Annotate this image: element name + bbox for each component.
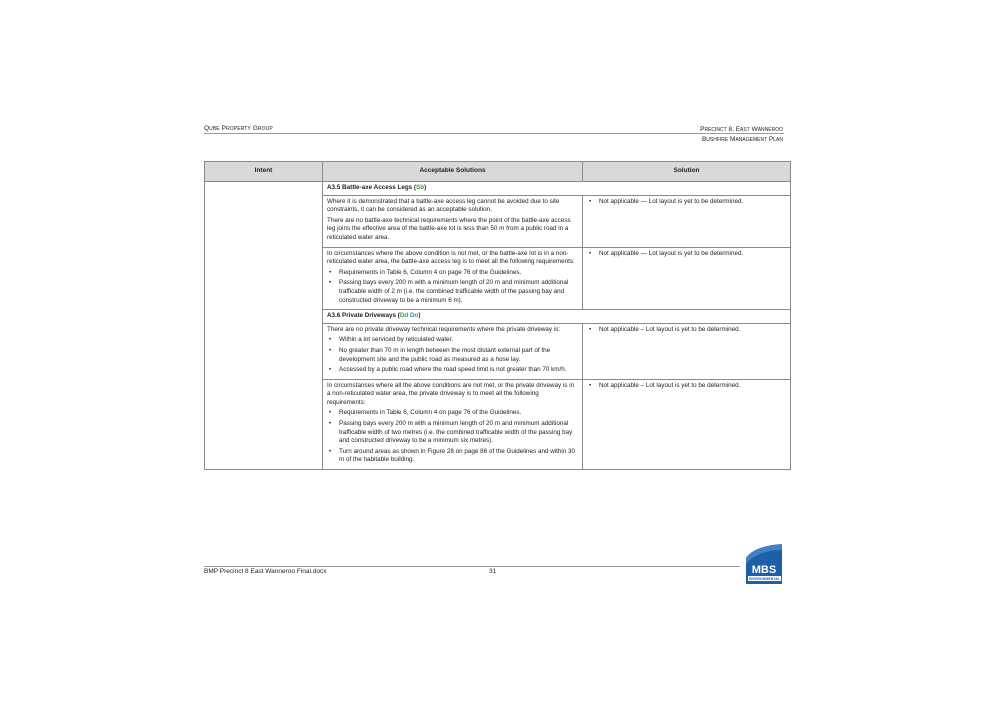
- solution-cell: [583, 195, 791, 247]
- list-item: • Turn around areas as shown in Figure 28 on page 86 of the Guidelines and within 30 m of the habitable building.: [327, 448, 578, 465]
- list-item: • Within a lot serviced by reticulated water.: [327, 336, 578, 345]
- list-item: • Not applicable – Lot layout is yet to be determined.: [587, 326, 786, 335]
- column-header-intent: Intent: [205, 162, 323, 182]
- header-divider: [204, 133, 784, 134]
- logo-subtext: ENVIRONMENTAL: [748, 577, 781, 581]
- acceptable-solution-cell: [323, 195, 583, 247]
- solution-cell: [583, 323, 791, 379]
- paragraph: Where it is demonstrated that a battle-axe access leg cannot be avoided due to site constraints, it can be considered as an acceptable solution.: [327, 197, 560, 214]
- header-company: Qube Property Group: [204, 125, 273, 132]
- paragraph: There are no private driveway technical requirements where the private driveway is:: [327, 325, 561, 333]
- acceptable-solution-cell: [323, 323, 583, 379]
- requirements-table: [204, 161, 791, 470]
- acceptable-solution-cell: [323, 247, 583, 310]
- paragraph: In circumstances where all the above conditions are not met, or the private driveway is in a non-reticulated water area, the private driveway is to meet all the following requirements:: [327, 381, 575, 406]
- column-header-solution: Solution: [583, 162, 791, 182]
- section-heading-a35: A3.5 Battle-axe Access Legs (Sb): [323, 182, 791, 196]
- mbs-logo: [744, 544, 782, 584]
- solution-cell: [583, 379, 791, 469]
- list-item: • Passing bays every 200 m with a minimum length of 20 m and minimum additional trafficable width of two metres (i.e. the combined trafficable width of the passing bay and constructed driveway to be a minimum six metres).: [327, 420, 578, 446]
- logo-text: MBS: [751, 564, 777, 576]
- tag-sb: Sb: [416, 184, 425, 191]
- footer-filename: BMP Precinct 8 East Wanneroo Final.docx: [204, 568, 327, 575]
- list-item: • Not applicable — Lot layout is yet to be determined.: [587, 250, 786, 259]
- paragraph: There are no battle-axe technical requirements where the point of the battle-axe access leg joins the effective area of the battle-axe lot is less than 50 m from a public road in a reticulated water area.: [327, 216, 571, 241]
- column-header-acceptable-solutions: Acceptable Solutions: [323, 162, 583, 182]
- header-document-title: [700, 125, 783, 145]
- list-item: • Not applicable – Lot layout is yet to be determined.: [587, 382, 786, 391]
- list-item: • Accessed by a public road where the road speed limit is not greater than 70 km/h.: [327, 366, 578, 375]
- table-header-row: [205, 162, 791, 182]
- list-item: • No greater than 70 m in length between the most distant external part of the development site and the public road as measured as a hose lay.: [327, 347, 578, 364]
- tag-dd: Dd: [399, 312, 409, 320]
- header-precinct: Precinct 8, East Wanneroo: [700, 126, 783, 133]
- section-heading-a36: A3.6 Private Driveways (Dd Do): [323, 310, 791, 324]
- paragraph: In circumstances where the above condition is not met, or the battle-axe lot is in a non-reticulated water area, the battle-axe access leg is to meet all the following requirements:: [327, 249, 575, 266]
- header-plan-name: Bushfire Management Plan: [701, 136, 783, 143]
- acceptable-solution-cell: [323, 379, 583, 469]
- solution-cell: [583, 247, 791, 310]
- list-item: • Passing bays every 200 m with a minimum length of 20 m and minimum additional trafficable width of 2 m (i.e. the combined trafficable width of the passing bay and constructed driveway to be a minimum 6 m).: [327, 279, 578, 305]
- footer-divider: [204, 566, 740, 567]
- list-item: • Requirements in Table 6, Column 4 on page 76 of the Guidelines.: [327, 409, 578, 418]
- intent-cell: [205, 182, 323, 470]
- list-item: • Not applicable — Lot layout is yet to be determined.: [587, 198, 786, 207]
- tag-do: Do: [409, 312, 419, 320]
- list-item: • Requirements in Table 6, Column 4 on page 76 of the Guidelines.: [327, 269, 578, 278]
- table-row: [205, 182, 791, 196]
- page-number: 31: [489, 568, 497, 575]
